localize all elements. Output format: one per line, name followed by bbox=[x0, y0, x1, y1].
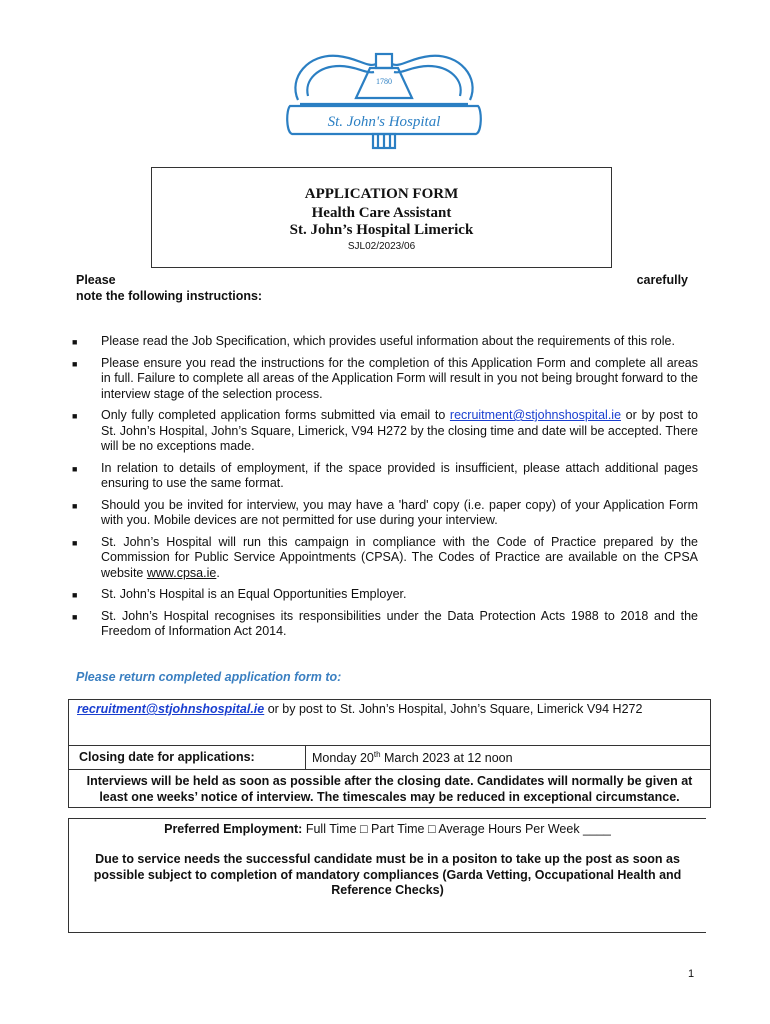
closing-label: Closing date for applications: bbox=[69, 746, 306, 770]
bullet-icon: ■ bbox=[72, 411, 78, 421]
cpsa-link[interactable]: www.cpsa.ie bbox=[146, 565, 217, 580]
preferred-employment bbox=[69, 822, 706, 836]
email-link[interactable]: recruitment@stjohnshospital.ie bbox=[449, 408, 622, 422]
bullet-icon: ■ bbox=[72, 611, 78, 622]
bullet-icon: ■ bbox=[72, 337, 78, 347]
service-note: Due to service needs the successful candidate must be in a positon to take up the post as soon as possible subject to completion of mandatory compliances (Garda Vetting, Occupational Health and Reference Checks) bbox=[93, 852, 682, 897]
interview-note: Interviews will be held as soon as possible after the closing date. Candidates will normally be given at least one weeks’ notice of interview. The timescales may be reduced in exceptional circumstance. bbox=[69, 770, 711, 808]
lead-line2: note the following instructions: bbox=[76, 289, 263, 303]
lead-left: Please bbox=[76, 273, 116, 287]
lead-right: carefully bbox=[636, 273, 688, 287]
preferred-employment-box bbox=[68, 818, 706, 933]
reference-code: SJL02/2023/06 bbox=[347, 241, 416, 252]
list-item: ■ St. John’s Hospital recognises its responsibilities under the Data Protection Acts 1988 to 2018 and the Freedom of Information Act 2014. bbox=[72, 608, 698, 638]
bullet-icon: ■ bbox=[72, 500, 78, 511]
instructions-list bbox=[72, 334, 698, 646]
title-box bbox=[151, 167, 612, 268]
list-item: ■ St. John’s Hospital will run this campaign in compliance with the Code of Practice prepared by the Commission for Public Service Appointments (CPSA). The Codes of Practice are available on the CPSA website www.cpsa.ie. bbox=[72, 534, 698, 580]
form-title: APPLICATION FORM bbox=[304, 186, 459, 202]
list-item: ■ In relation to details of employment, if the space provided is insufficient, please attach additional pages ensuring to use the same format. bbox=[72, 460, 698, 490]
instructions-heading bbox=[76, 273, 688, 303]
page-number: 1 bbox=[688, 968, 695, 980]
bullet-icon: ■ bbox=[72, 358, 78, 369]
return-note: Please return completed application form to: bbox=[76, 670, 342, 684]
closing-value: Monday 20th March 2023 at 12 noon bbox=[306, 746, 711, 770]
logo-name: St. John's Hospital bbox=[327, 114, 441, 130]
submission-email-link[interactable]: recruitment@stjohnshospital.ie bbox=[77, 702, 265, 716]
position-title: Health Care Assistant bbox=[311, 205, 452, 221]
bullet-icon: ■ bbox=[72, 537, 78, 548]
submission-post: or by post to St. John’s Hospital, John’s Square, Limerick V94 H272 bbox=[264, 702, 643, 716]
list-item: ■ Please read the Job Specification, which provides useful information about the requirements of this role. bbox=[72, 334, 698, 350]
logo-year: 1780 bbox=[376, 77, 392, 86]
hospital-logo bbox=[278, 38, 490, 150]
list-item: ■ Should you be invited for interview, you may have a 'hard' copy (i.e. paper copy) of your Application Form with you. Mobile devices are not permitted for use during your interview. bbox=[72, 497, 698, 527]
preferred-options[interactable]: Full Time □ Part Time □ Average Hours Per Week ____ bbox=[305, 822, 611, 836]
preferred-label: Preferred Employment: bbox=[164, 822, 303, 836]
submission-cell bbox=[69, 700, 711, 746]
hospital-name: St. John’s Hospital Limerick bbox=[289, 222, 474, 238]
bullet-icon: ■ bbox=[72, 590, 78, 600]
list-item: ■ Only fully completed application forms submitted via email to recruitment@stjohnshospital.ie or by post to St. John’s Hospital, John’s Square, Limerick, V94 H272 by the closing time and date will be accepted. There will be no exceptions made. bbox=[72, 408, 698, 453]
submission-table bbox=[68, 699, 711, 808]
list-item: ■ St. John’s Hospital is an Equal Opportunities Employer. bbox=[72, 587, 698, 603]
bullet-icon: ■ bbox=[72, 463, 78, 474]
list-item: ■ Please ensure you read the instructions for the completion of this Application Form and complete all areas in full. Failure to complete all areas of the Application Form will result in you not being brought forward to the interview stage of the selection process. bbox=[72, 355, 698, 401]
